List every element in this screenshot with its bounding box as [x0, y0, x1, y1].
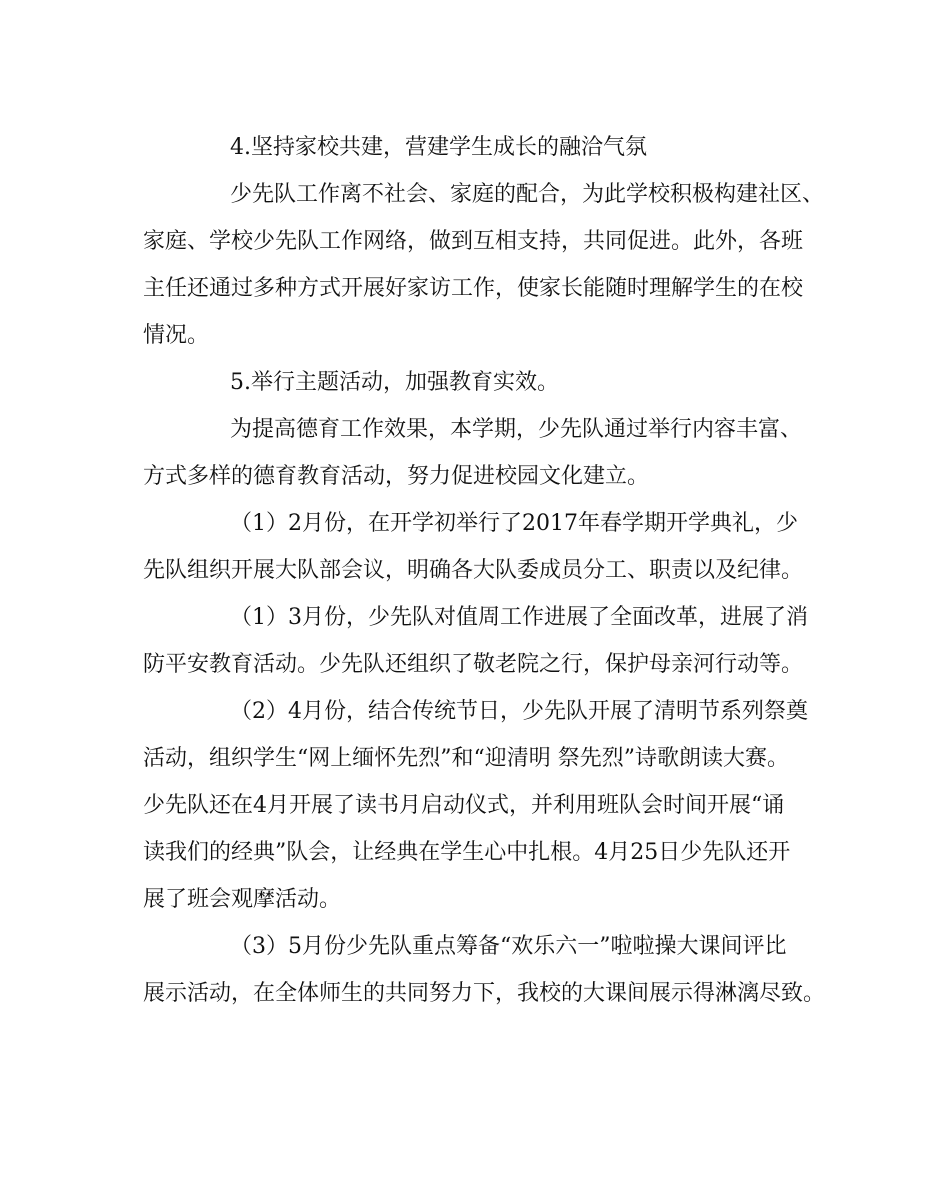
- list-item-line: 展示活动，在全体师生的共同努力下，我校的大课间展示得淋漓尽致。: [143, 981, 826, 1006]
- list-item-line: （3）5月份少先队重点筹备“欢乐六一”啦啦操大课间评比: [230, 934, 787, 959]
- list-item-line: （1）2月份，在开学初举行了2017年春学期开学典礼，少: [230, 511, 798, 536]
- list-item-line: （2）4月份，结合传统节日，少先队开展了清明节系列祭奠: [230, 699, 808, 724]
- list-item-line: 活动，组织学生“网上缅怀先烈”和“迎清明 祭先烈”诗歌朗读大赛。: [143, 746, 789, 771]
- list-item-line: 展了班会观摩活动。: [143, 887, 342, 912]
- list-item-line: （1）3月份，少先队对值周工作进展了全面改革，进展了消: [230, 605, 808, 630]
- list-item-line: 读我们的经典”队会，让经典在学生心中扎根。4月25日少先队还开: [143, 840, 791, 865]
- paragraph-line: 家庭、学校少先队工作网络，做到互相支持，共同促进。此外，各班: [143, 229, 804, 254]
- list-item-line: 先队组织开展大队部会议，明确各大队委成员分工、职责以及纪律。: [143, 558, 804, 583]
- paragraph-line: 情况。: [143, 323, 210, 348]
- paragraph-line: 为提高德育工作效果，本学期，少先队通过举行内容丰富、: [230, 417, 803, 442]
- section-heading-5: 5.举行主题活动，加强教育实效。: [230, 370, 559, 395]
- paragraph-line: 主任还通过多种方式开展好家访工作，使家长能随时理解学生的在校: [143, 276, 804, 301]
- paragraph-line: 方式多样的德育教育活动，努力促进校园文化建立。: [143, 464, 650, 489]
- list-item-line: 少先队还在4月开展了读书月启动仪式，并利用班队会时间开展“诵: [143, 793, 785, 818]
- list-item-line: 防平安教育活动。少先队还组织了敬老院之行，保护母亲河行动等。: [143, 652, 804, 677]
- paragraph-line: 少先队工作离不社会、家庭的配合，为此学校积极构建社区、: [230, 182, 825, 207]
- section-heading-4: 4.坚持家校共建，营建学生成长的融洽气氛: [230, 135, 647, 160]
